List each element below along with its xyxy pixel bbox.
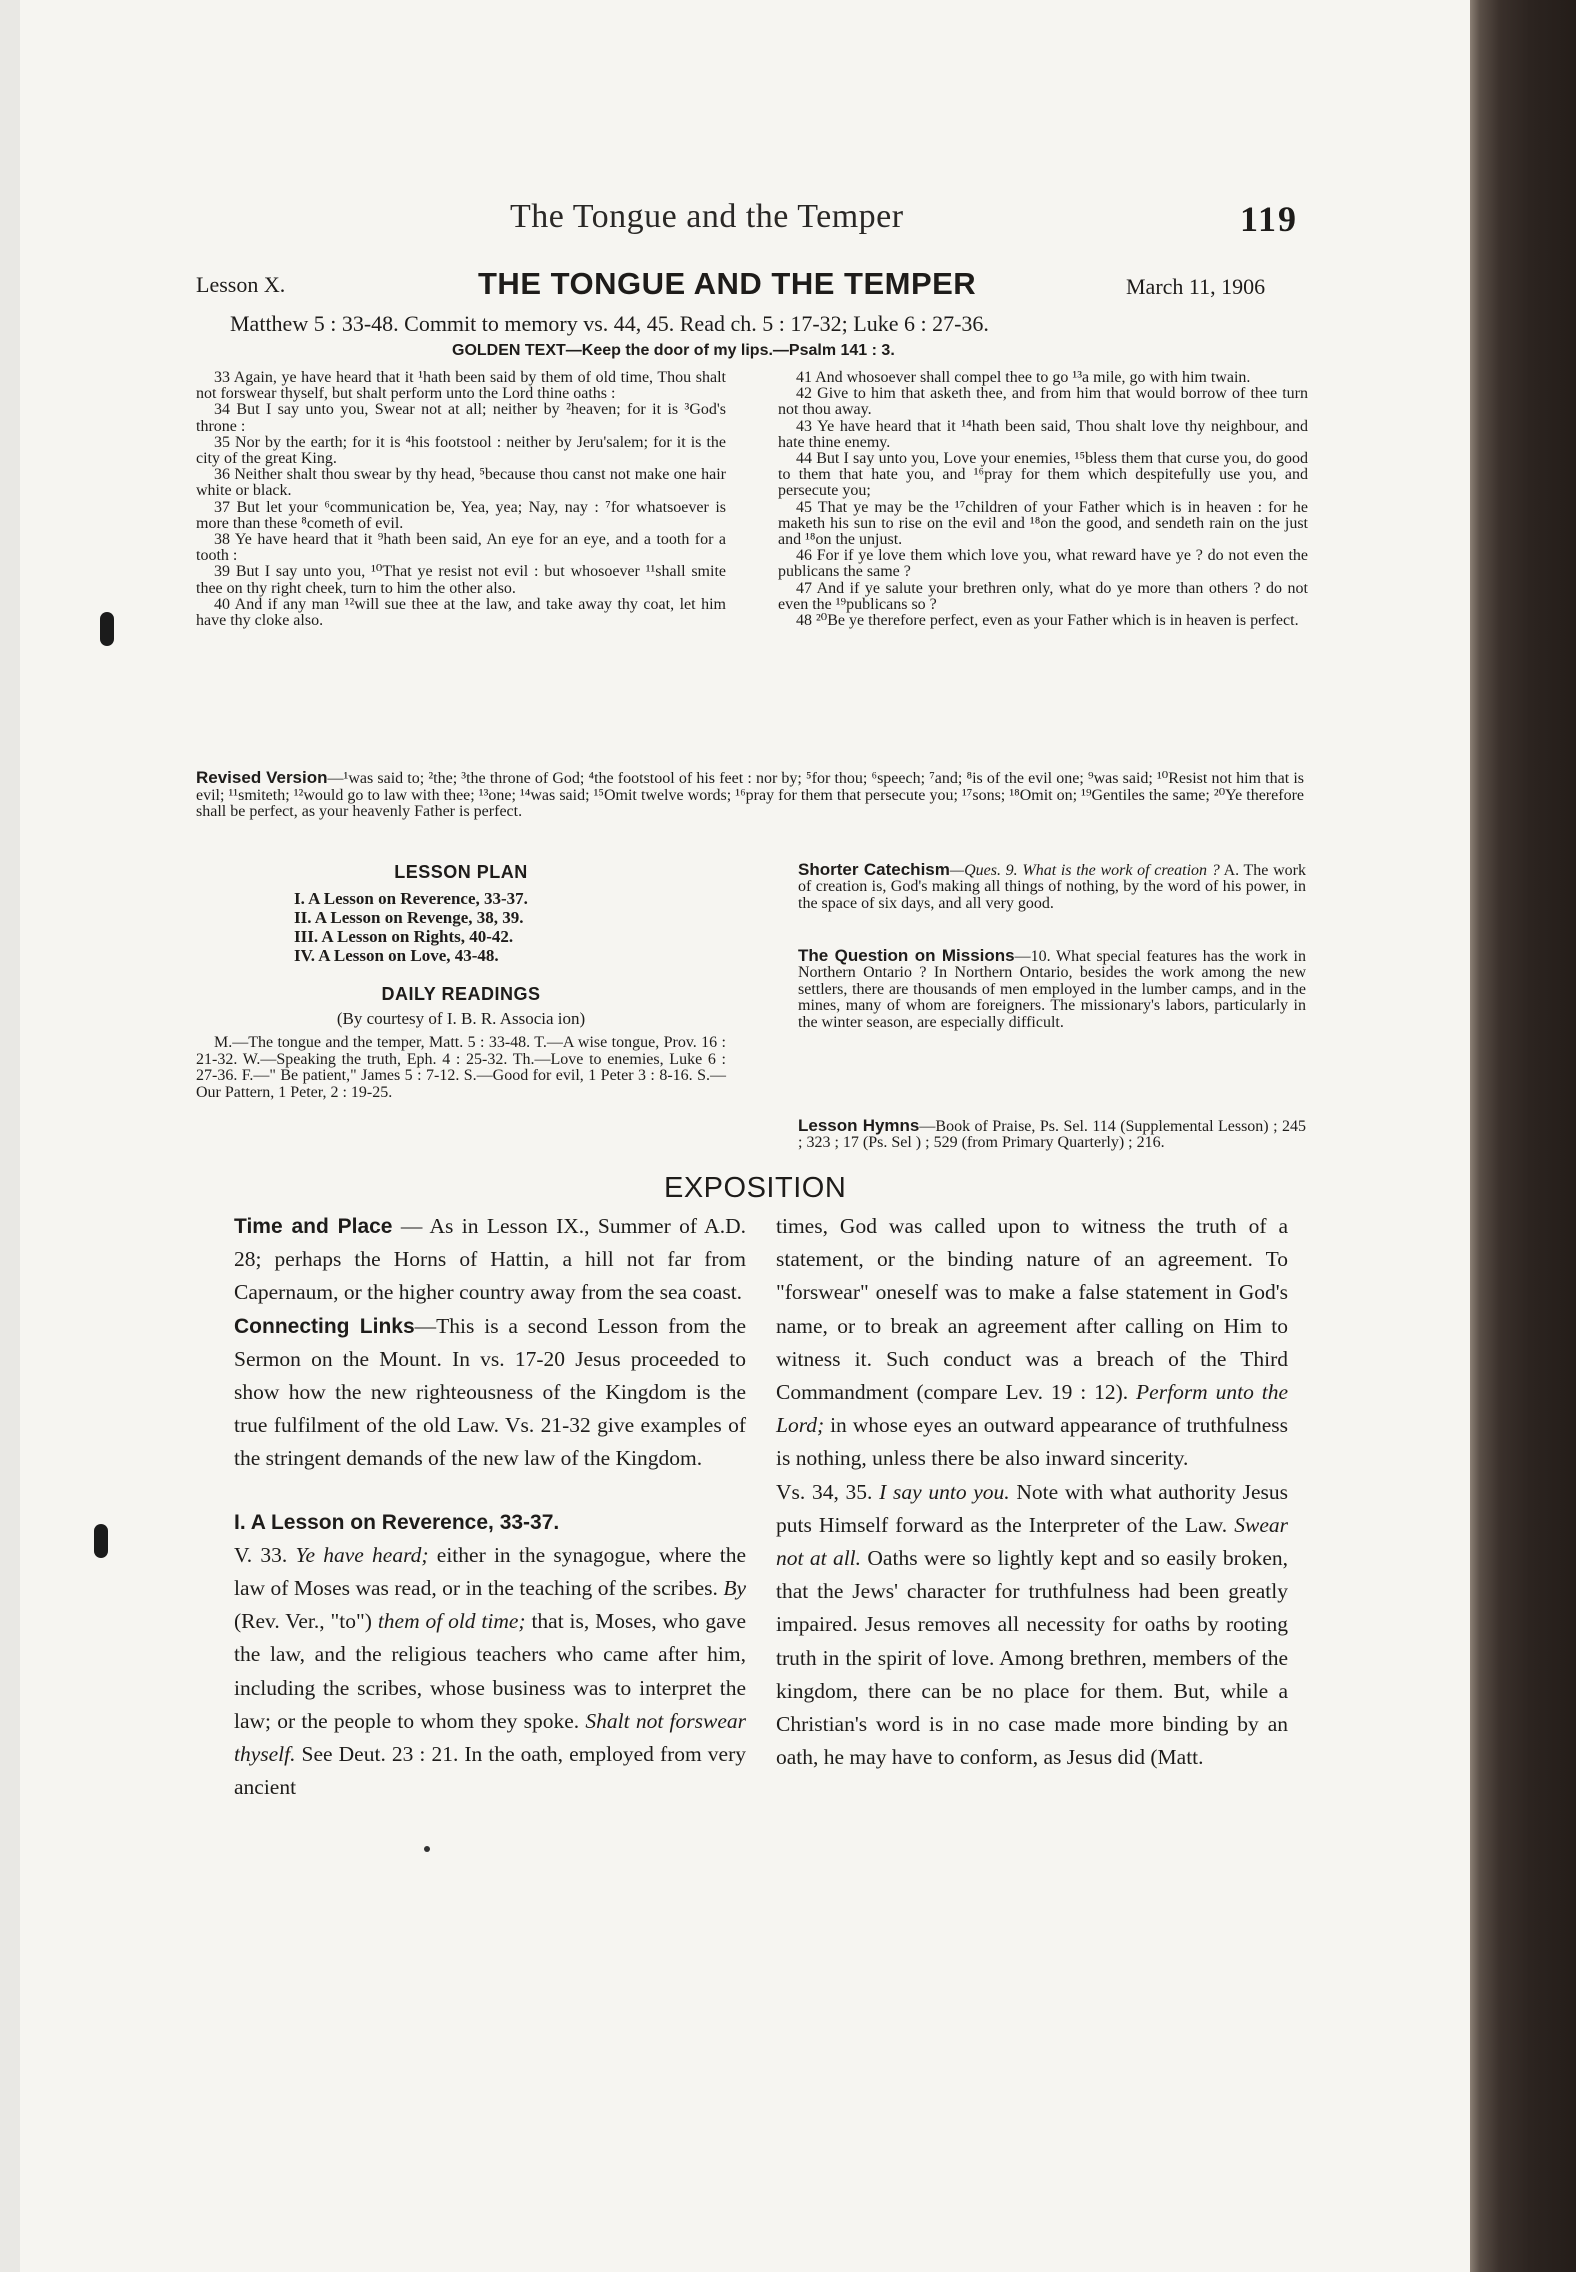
oath-commentary: times, God was called upon to witness the truth of a statement, or the binding nature of an agreement. To "forswear" oneself was to make a false statement in God's name, or to break an agreement after calling on Him to witness it. Such conduct was a breach of the Third Commandment (compare Lev. 19 : 12). Perform unto the Lord; in whose eyes an outward appearance of truthfulness is nothing, unless there be also inward sincerity. bbox=[776, 1214, 1288, 1471]
verse-43: 43 Ye have heard that it ¹⁴hath been said, Thou shalt love thy neighbour, and hate thine enemy. bbox=[778, 417, 1308, 451]
plan-item-1: I. A Lesson on Reverence, 33-37. bbox=[294, 889, 528, 908]
catechism-question: —Ques. 9. What is the work of creation ? bbox=[949, 862, 1220, 879]
missions-text: —10. What special features has the work in Northern Ontario ? In Northern Ontario, besides the work among the new settlers, there are thousands of men employed in the lumber camps, and in the mines, many of whom are foreigners. The missionary's labors, particularly in the winter season, are especially difficult. bbox=[798, 948, 1306, 1031]
verse-38: 38 Ye have heard that it ⁹hath been said, An eye for an eye, and a tooth for a tooth : bbox=[196, 531, 726, 565]
verse-46: 46 For if ye love them which love you, what reward have ye ? do not even the publicans the same ? bbox=[778, 547, 1308, 581]
hymns-label: Lesson Hymns bbox=[798, 1116, 920, 1135]
verse-47: 47 And if ye salute your brethren only, what do ye more than others ? do not even the ¹⁹publicans so ? bbox=[778, 579, 1308, 613]
lesson-date: March 11, 1906 bbox=[1126, 274, 1266, 299]
verse-37: 37 But let your ⁶communication be, Yea, yea; Nay, nay : ⁷for whatsoever is more than these ⁸cometh of evil. bbox=[196, 498, 726, 532]
daily-readings-credit: (By courtesy of I. B. R. Associa ion) bbox=[336, 1009, 586, 1028]
lesson-title: THE TONGUE AND THE TEMPER bbox=[478, 266, 977, 301]
verse-33-commentary: V. 33. Ye have heard; either in the synagogue, where the law of Moses was read, or in the teaching of the scribes. By (Rev. Ver., "to") them of old time; that is, Moses, who gave the law, and the religious teachers who came after him, including the scribes, whose business was to interpret the law; or the people to whom they spoke. Shalt not forswear thyself. See Deut. 23 : 21. In the oath, employed from very ancient bbox=[234, 1542, 746, 1800]
exposition-right-column bbox=[776, 1210, 1288, 1774]
exposition-heading: EXPOSITION bbox=[664, 1172, 847, 1204]
verse-35: 35 Nor by the earth; for it is ⁴his footstool : neither by Jeru'salem; for it is the city of the great King. bbox=[196, 433, 726, 468]
exposition-left-column bbox=[234, 1210, 746, 1804]
plan-item-2: II. A Lesson on Revenge, 38, 39. bbox=[294, 908, 524, 927]
time-place-label: Time and Place bbox=[234, 1215, 393, 1238]
links-text: —This is a second Lesson from the Sermon on the Mount. In vs. 17-20 Jesus proceeded to show how the new righteousness of the Kingdom is the true fulfilment of the old Law. Vs. 21-32 give examples of the stringent demands of the new law of the Kingdom. bbox=[234, 1313, 746, 1471]
connecting-links bbox=[234, 1310, 746, 1476]
plan-item-4: IV. A Lesson on Love, 43-48. bbox=[294, 946, 499, 965]
missions-question bbox=[798, 948, 1306, 1031]
catechism-answer: A. The work of creation is, God's making all things of nothing, by the word of his power, in the space of six days, and all very good. bbox=[798, 862, 1306, 912]
verse-44: 44 But I say unto you, Love your enemies, ¹⁵bless them that curse you, do good to them that hate you, and ¹⁶pray for them which despitefully use you, and persecute you; bbox=[778, 450, 1308, 500]
verse-41: 41 And whosoever shall compel thee to go ¹³a mile, go with him twain. bbox=[796, 369, 1251, 386]
verses-left-column bbox=[196, 370, 726, 629]
pencil-mark bbox=[424, 1846, 430, 1852]
missions-label: The Question on Missions bbox=[798, 946, 1015, 965]
section-heading-reverence: I. A Lesson on Reverence, 33-37. bbox=[234, 1510, 560, 1534]
time-place-text: — As in Lesson IX., Summer of A.D. 28; perhaps the Horns of Hattin, a hill not far from Capernaum, or the higher country away from the sea coast. bbox=[234, 1214, 746, 1305]
book-spine bbox=[1470, 0, 1576, 2272]
catechism-label: Shorter Catechism bbox=[798, 860, 950, 879]
golden-text: GOLDEN TEXT—Keep the door of my lips.—Psalm 141 : 3. bbox=[452, 342, 895, 359]
verse-42: 42 Give to him that asketh thee, and from him that would borrow of thee turn not thou away. bbox=[778, 385, 1308, 419]
revised-version-text: —¹was said to; ²the; ³the throne of God; ⁴the footstool of his feet : nor by; ⁵for thou; ⁶speech; ⁷and; ⁸is of the evil one; ⁹was said; ¹⁰Resist not him that is evil; ¹¹smiteth; ¹²would go to law with thee; ¹³one; ¹⁴was said; ¹⁵Omit twelve words; ¹⁶pray for them that persecute you; ¹⁷sons; ¹⁸Omit on; ¹⁹Gentiles the same; ²⁰Ye therefore shall be perfect, as your heavenly Father is perfect. bbox=[196, 770, 1304, 820]
lesson-hymns bbox=[798, 1118, 1306, 1152]
binding-hole-bottom bbox=[94, 1524, 108, 1558]
page-number: 119 bbox=[1240, 199, 1299, 239]
verse-40: 40 And if any man ¹²will sue thee at the law, and take away thy coat, let him have thy cloke also. bbox=[196, 595, 726, 630]
links-label: Connecting Links bbox=[234, 1314, 415, 1338]
lesson-plan-heading: LESSON PLAN bbox=[394, 862, 528, 882]
verses-right-column bbox=[778, 370, 1308, 629]
scripture-reference: Matthew 5 : 33-48. Commit to memory vs. 44, 45. Read ch. 5 : 17-32; Luke 6 : 27-36. bbox=[230, 311, 989, 336]
verse-48: 48 ²⁰Be ye therefore perfect, even as your Father which is in heaven is perfect. bbox=[796, 612, 1299, 630]
verse-39: 39 But I say unto you, ¹⁰That ye resist not evil : but whosoever ¹¹shall smite thee on thy right cheek, turn to him the other also. bbox=[196, 563, 726, 597]
shorter-catechism bbox=[798, 862, 1306, 912]
verse-36: 36 Neither shalt thou swear by thy head, ⁵because thou canst not make one hair white or black. bbox=[196, 466, 726, 500]
verse-45: 45 That ye may be the ¹⁷children of your Father which is in heaven : for he maketh his sun to rise on the evil and ¹⁸on the good, and sendeth rain on the just and ¹⁸on the unjust. bbox=[778, 498, 1308, 549]
hymns-text: —Book of Praise, Ps. Sel. 114 (Supplemental Lesson) ; 245 ; 323 ; 17 (Ps. Sel ) ; 529 (from Primary Quarterly) ; 216. bbox=[798, 1118, 1306, 1152]
daily-readings-text: M.—The tongue and the temper, Matt. 5 : 33-48. T.—A wise tongue, Prov. 16 : 21-32. W.—Speaking the truth, Eph. 4 : 25-32. Th.—Love to enemies, Luke 6 : 27-36. F.—" Be patient," James 5 : 7-12. S.—Good for evil, 1 Peter 3 : 8-16. S.—Our Pattern, 1 Peter, 2 : 19-25. bbox=[196, 1034, 726, 1101]
lesson-plan bbox=[196, 862, 726, 965]
plan-item-3: III. A Lesson on Rights, 40-42. bbox=[294, 927, 514, 946]
revised-version-label: Revised Version bbox=[196, 768, 328, 787]
verse-34: 34 But I say unto you, Swear not at all; neither by ²heaven; for it is ³God's throne : bbox=[196, 401, 726, 435]
daily-readings-heading: DAILY READINGS bbox=[381, 984, 541, 1004]
revised-version-notes bbox=[196, 770, 1304, 821]
verse-33: 33 Again, ye have heard that it ¹hath been said by them of old time, Thou shalt not forswear thyself, but shalt perform unto the Lord thine oaths : bbox=[196, 369, 726, 403]
running-title: The Tongue and the Temper bbox=[510, 198, 904, 235]
time-and-place bbox=[234, 1210, 746, 1310]
verse-34-35-commentary: Vs. 34, 35. I say unto you. Note with what authority Jesus puts Himself forward as the Interpreter of the Law. Swear not at all. Oaths were so lightly kept and so easily broken, that the Jews' character for truthfulness had been greatly impaired. Jesus removes all necessity for oaths by rooting truth in the spirit of love. Among brethren, members of the kingdom, there can be no place for them. But, while a Christian's word is in no case made more binding by an oath, he may have to conform, as Jesus did (Matt. bbox=[776, 1479, 1288, 1770]
daily-readings bbox=[196, 984, 726, 1101]
lesson-number: Lesson X. bbox=[196, 272, 286, 297]
binding-hole-top bbox=[100, 612, 114, 646]
